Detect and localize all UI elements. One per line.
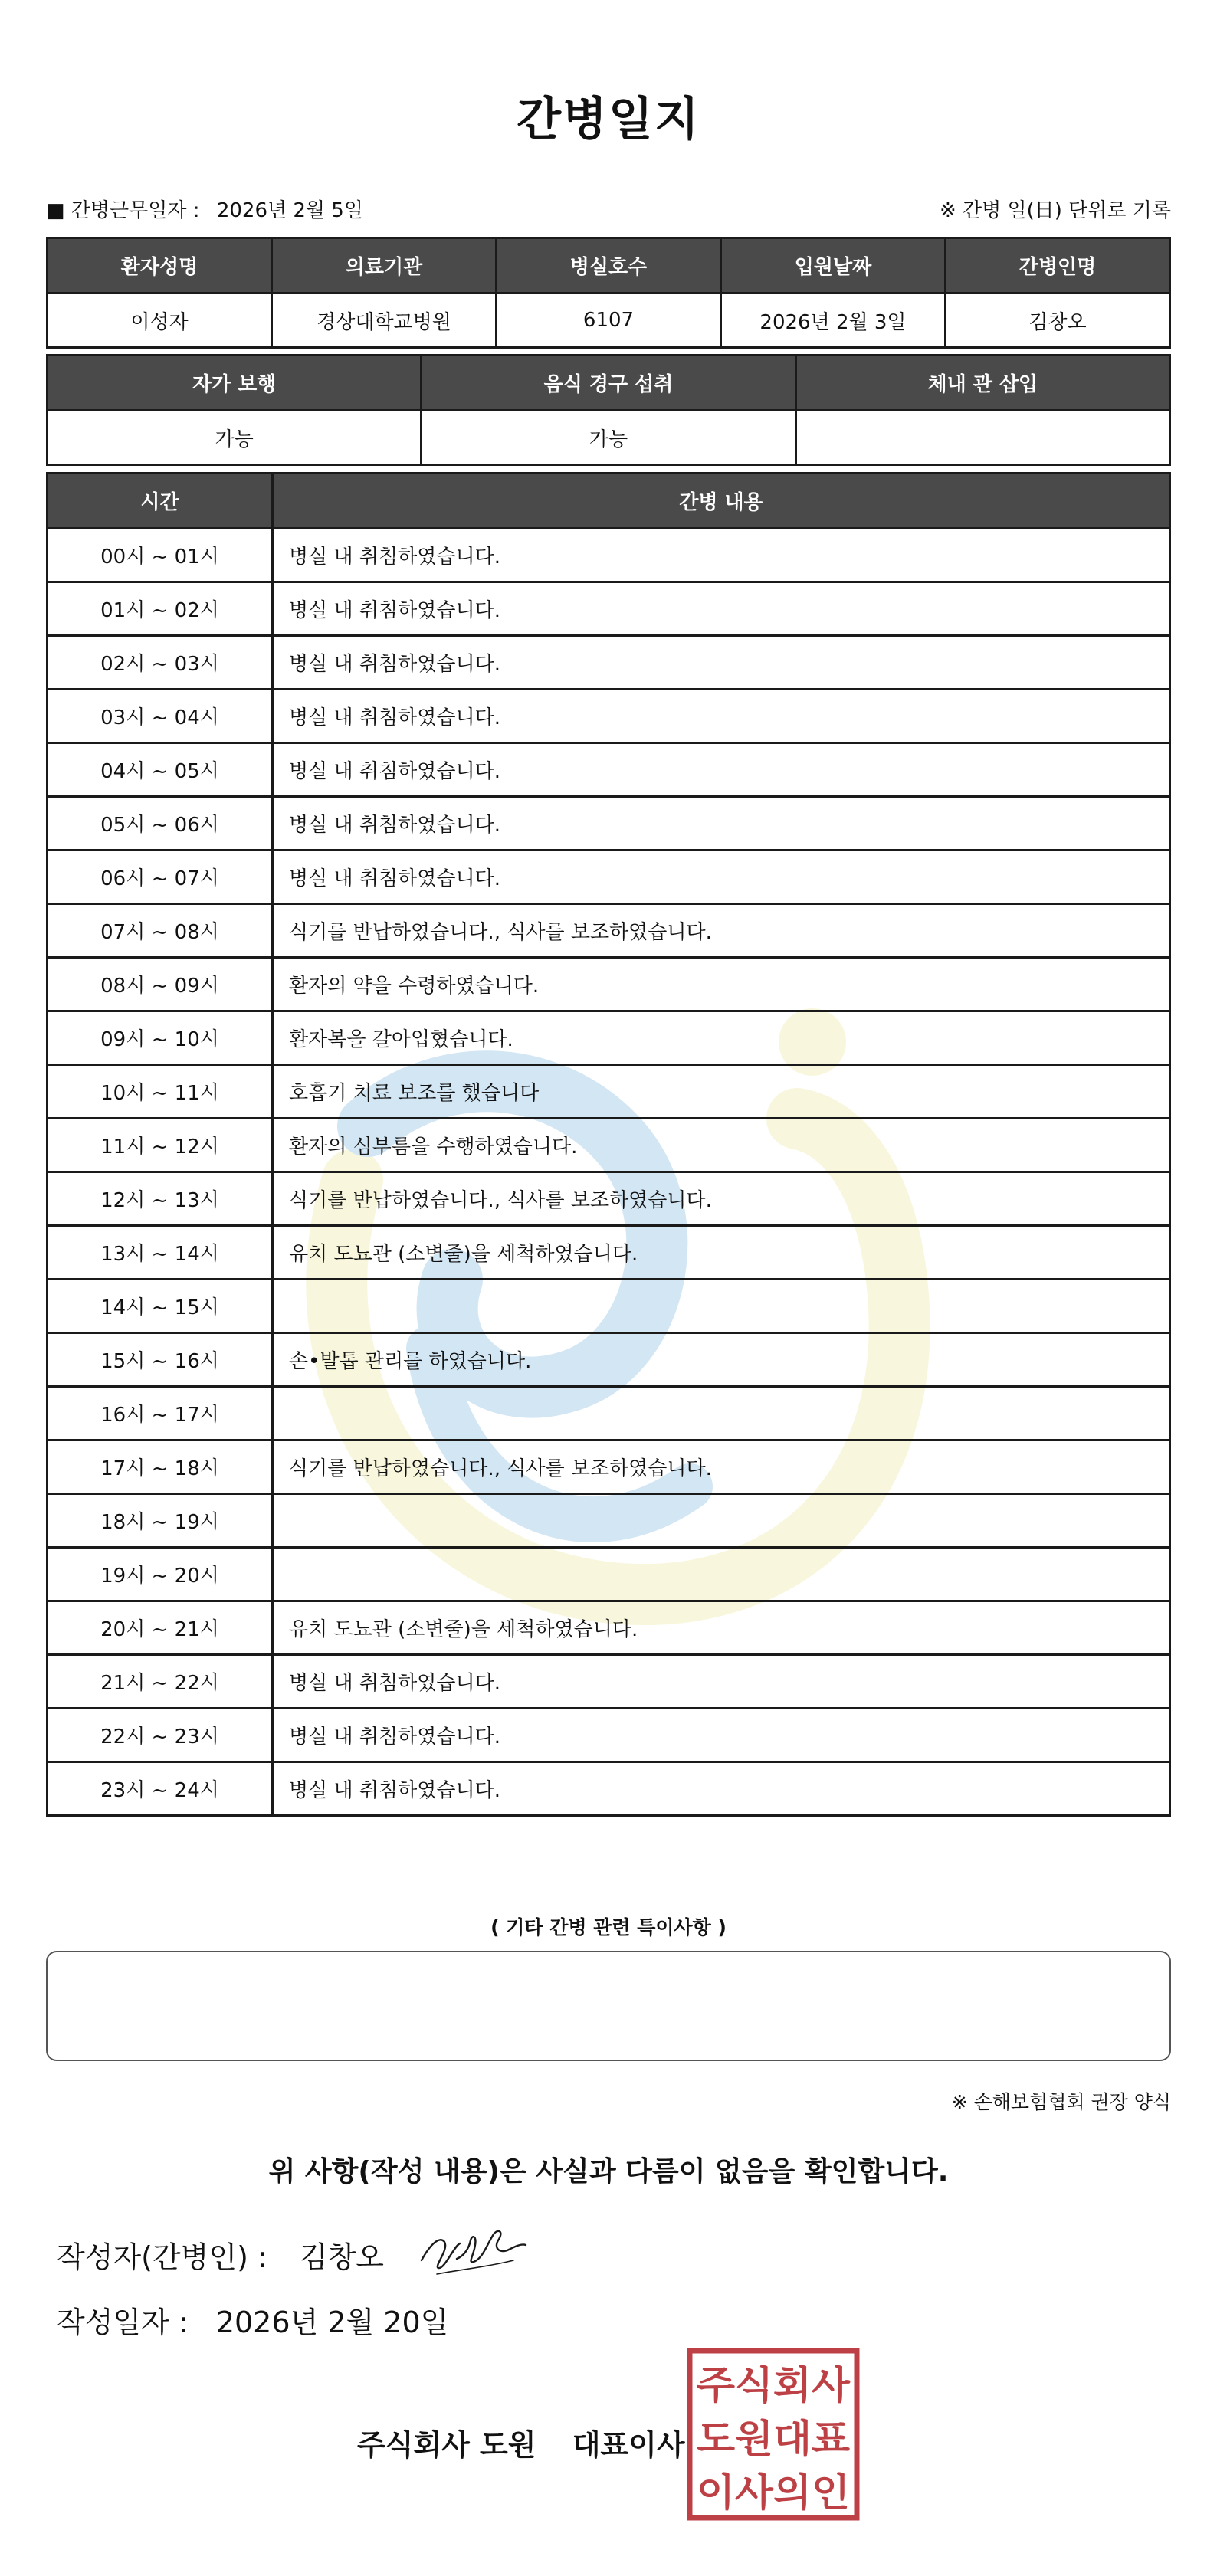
header-patient-name: 환자성명 bbox=[48, 238, 272, 293]
company-seal-stamp bbox=[687, 2348, 860, 2521]
care-log-time: 18시 ~ 19시 bbox=[48, 1494, 273, 1548]
admission-date: 2026년 2월 3일 bbox=[721, 293, 946, 348]
care-log-time: 20시 ~ 21시 bbox=[48, 1601, 273, 1655]
header-oral-intake: 음식 경구 섭취 bbox=[422, 356, 795, 411]
ceo-label: 대표이사 bbox=[572, 2428, 685, 2462]
patient-info-header-row bbox=[48, 238, 1170, 293]
care-log-time: 22시 ~ 23시 bbox=[48, 1709, 273, 1762]
care-log-content: 손•발톱 관리를 하였습니다. bbox=[273, 1333, 1170, 1387]
care-log-content bbox=[273, 1548, 1170, 1601]
care-log-content: 환자의 심부름을 수행하였습니다. bbox=[273, 1119, 1170, 1172]
oral-intake-value: 가능 bbox=[422, 411, 795, 465]
page-title: 간병일지 bbox=[517, 93, 700, 146]
patient-status-table bbox=[46, 354, 1171, 466]
care-log-content bbox=[273, 1280, 1170, 1333]
caregiver-name: 김창오 bbox=[946, 293, 1170, 348]
care-log-time: 09시 ~ 10시 bbox=[48, 1011, 273, 1065]
work-date-label: ■ 간병근무일자 : bbox=[46, 199, 200, 222]
care-log-row bbox=[48, 1762, 1170, 1816]
care-log-row bbox=[48, 797, 1170, 850]
care-log-row bbox=[48, 1494, 1170, 1548]
care-log-time: 06시 ~ 07시 bbox=[48, 850, 273, 904]
care-log-content: 병실 내 취침하였습니다. bbox=[273, 1655, 1170, 1709]
care-log-row bbox=[48, 1387, 1170, 1440]
patient-info-value-row bbox=[48, 293, 1170, 348]
care-log-row bbox=[48, 1065, 1170, 1119]
header-care-content: 간병 내용 bbox=[273, 474, 1170, 529]
care-log-row bbox=[48, 1440, 1170, 1494]
care-log-content: 병실 내 취침하였습니다. bbox=[273, 582, 1170, 636]
care-log-content: 식기를 반납하였습니다., 식사를 보조하였습니다. bbox=[273, 1440, 1170, 1494]
written-date-value: 2026년 2월 20일 bbox=[215, 2306, 449, 2339]
care-log-row bbox=[48, 1333, 1170, 1387]
care-log-time: 17시 ~ 18시 bbox=[48, 1440, 273, 1494]
care-log-content: 환자의 약을 수령하였습니다. bbox=[273, 958, 1170, 1011]
care-log-header-row bbox=[48, 474, 1170, 529]
care-log-time: 00시 ~ 01시 bbox=[48, 529, 273, 582]
header-time: 시간 bbox=[48, 474, 273, 529]
care-log-time: 16시 ~ 17시 bbox=[48, 1387, 273, 1440]
patient-name: 이성자 bbox=[48, 293, 272, 348]
seal-line-2: 도원대표 bbox=[697, 2417, 851, 2461]
company-line bbox=[357, 2421, 685, 2463]
room-number: 6107 bbox=[497, 293, 721, 348]
care-log-content: 병실 내 취침하였습니다. bbox=[273, 529, 1170, 582]
header-hospital: 의료기관 bbox=[272, 238, 497, 293]
care-log-time: 21시 ~ 22시 bbox=[48, 1655, 273, 1709]
care-log-content: 식기를 반납하였습니다., 식사를 보조하였습니다. bbox=[273, 1172, 1170, 1226]
header-admission-date: 입원날짜 bbox=[721, 238, 946, 293]
care-log-row bbox=[48, 1655, 1170, 1709]
care-log-content bbox=[273, 1494, 1170, 1548]
status-header-row bbox=[48, 356, 1170, 411]
care-log-content: 식기를 반납하였습니다., 식사를 보조하였습니다. bbox=[273, 904, 1170, 958]
care-log-row bbox=[48, 529, 1170, 582]
special-notes-box bbox=[46, 1951, 1171, 2061]
care-log-row bbox=[48, 743, 1170, 797]
care-log-row bbox=[48, 636, 1170, 690]
work-date bbox=[46, 195, 363, 223]
care-log-body bbox=[48, 529, 1170, 1816]
care-log-row bbox=[48, 1172, 1170, 1226]
record-note: ※ 간병 일(日) 단위로 기록 bbox=[939, 199, 1171, 222]
handwritten-signature bbox=[414, 2213, 529, 2282]
form-source-note: ※ 손해보험협회 권장 양식 bbox=[951, 2091, 1171, 2113]
company-name: 주식회사 도원 bbox=[357, 2428, 536, 2462]
writer-name: 김창오 bbox=[299, 2240, 384, 2274]
seal-line-3: 이사의인 bbox=[697, 2470, 850, 2515]
writer-label: 작성자(간병인) : bbox=[57, 2240, 267, 2274]
care-log-time: 11시 ~ 12시 bbox=[48, 1119, 273, 1172]
care-log-row bbox=[48, 850, 1170, 904]
header-tube-insertion: 체내 관 삽입 bbox=[795, 356, 1169, 411]
care-log-row bbox=[48, 1709, 1170, 1762]
care-log-content bbox=[273, 1387, 1170, 1440]
care-log-content: 병실 내 취침하였습니다. bbox=[273, 743, 1170, 797]
care-log-content: 병실 내 취침하였습니다. bbox=[273, 850, 1170, 904]
header-room-number: 병실호수 bbox=[497, 238, 721, 293]
care-log-row bbox=[48, 1280, 1170, 1333]
care-log-time: 05시 ~ 06시 bbox=[48, 797, 273, 850]
care-log-time: 10시 ~ 11시 bbox=[48, 1065, 273, 1119]
written-date-label: 작성일자 : bbox=[57, 2306, 189, 2339]
care-log-content: 호흡기 치료 보조를 했습니다 bbox=[273, 1065, 1170, 1119]
care-log-content: 병실 내 취침하였습니다. bbox=[273, 690, 1170, 743]
header-caregiver-name: 간병인명 bbox=[946, 238, 1170, 293]
care-log-row bbox=[48, 1601, 1170, 1655]
care-log-row bbox=[48, 1119, 1170, 1172]
care-log-time: 23시 ~ 24시 bbox=[48, 1762, 273, 1816]
care-log-row bbox=[48, 958, 1170, 1011]
status-value-row bbox=[48, 411, 1170, 465]
care-log-row bbox=[48, 1011, 1170, 1065]
self-walking-value: 가능 bbox=[48, 411, 422, 465]
work-date-value: 2026년 2월 5일 bbox=[216, 199, 363, 222]
care-log-time: 04시 ~ 05시 bbox=[48, 743, 273, 797]
care-log-content: 유치 도뇨관 (소변줄)을 세척하였습니다. bbox=[273, 1226, 1170, 1280]
care-log-content: 병실 내 취침하였습니다. bbox=[273, 797, 1170, 850]
care-log-time: 02시 ~ 03시 bbox=[48, 636, 273, 690]
care-log-time: 19시 ~ 20시 bbox=[48, 1548, 273, 1601]
tube-insertion-value bbox=[795, 411, 1169, 465]
care-log-time: 12시 ~ 13시 bbox=[48, 1172, 273, 1226]
care-log-content: 병실 내 취침하였습니다. bbox=[273, 1709, 1170, 1762]
care-log-row bbox=[48, 1548, 1170, 1601]
care-log-time: 03시 ~ 04시 bbox=[48, 690, 273, 743]
care-log-time: 01시 ~ 02시 bbox=[48, 582, 273, 636]
care-log-time: 13시 ~ 14시 bbox=[48, 1226, 273, 1280]
care-log-time: 15시 ~ 16시 bbox=[48, 1333, 273, 1387]
written-date-line bbox=[57, 2299, 448, 2341]
care-log-content: 병실 내 취침하였습니다. bbox=[273, 636, 1170, 690]
care-log-row bbox=[48, 904, 1170, 958]
writer-line bbox=[57, 2234, 384, 2276]
hospital: 경상대학교병원 bbox=[272, 293, 497, 348]
care-log-content: 병실 내 취침하였습니다. bbox=[273, 1762, 1170, 1816]
care-log-content: 환자복을 갈아입혔습니다. bbox=[273, 1011, 1170, 1065]
special-notes-title: ( 기타 간병 관련 특이사항 ) bbox=[490, 1916, 727, 1939]
care-log-time: 07시 ~ 08시 bbox=[48, 904, 273, 958]
care-log-time: 08시 ~ 09시 bbox=[48, 958, 273, 1011]
care-log-content: 유치 도뇨관 (소변줄)을 세척하였습니다. bbox=[273, 1601, 1170, 1655]
care-log-row bbox=[48, 690, 1170, 743]
care-log-row bbox=[48, 1226, 1170, 1280]
care-log-row bbox=[48, 582, 1170, 636]
confirmation-statement: 위 사항(작성 내용)은 사실과 다름이 없음을 확인합니다. bbox=[268, 2156, 949, 2188]
patient-info-table bbox=[46, 237, 1171, 349]
seal-line-1: 주식회사 bbox=[697, 2363, 851, 2407]
care-log-time: 14시 ~ 15시 bbox=[48, 1280, 273, 1333]
care-log-table bbox=[46, 472, 1171, 1817]
header-self-walking: 자가 보행 bbox=[48, 356, 422, 411]
